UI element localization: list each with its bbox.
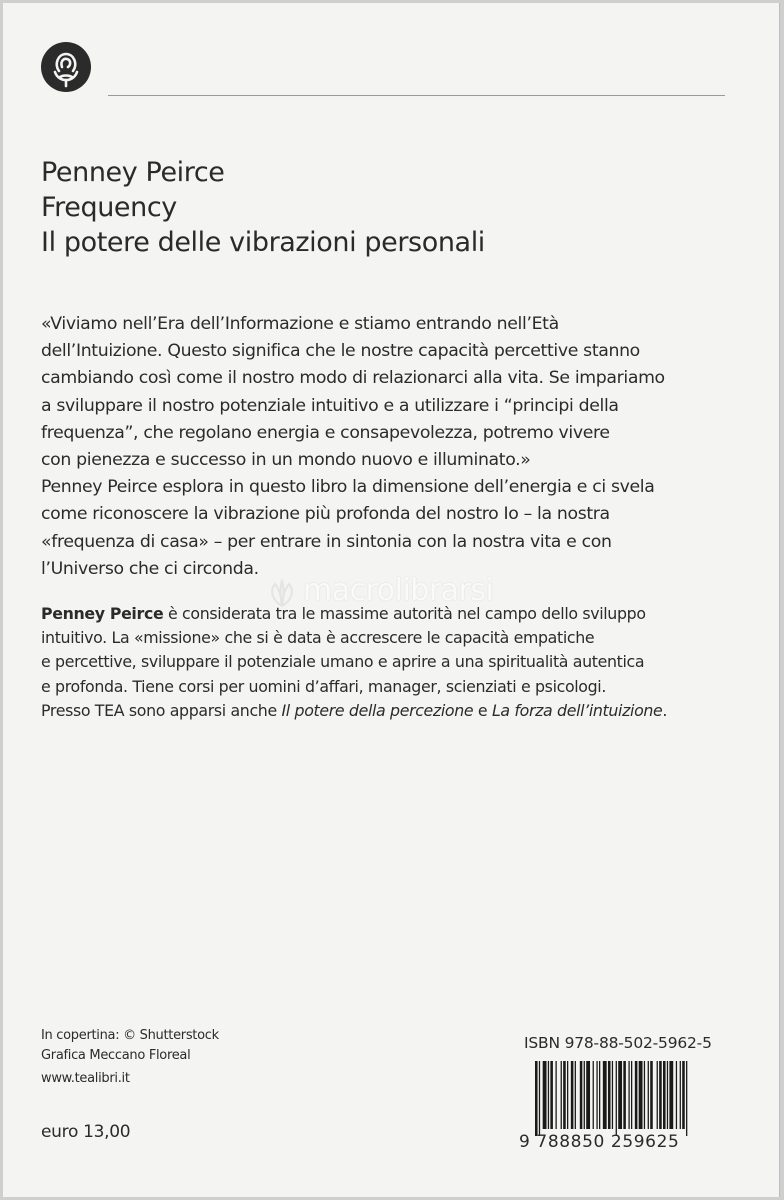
book-reference: Il potere della percezione	[281, 700, 474, 720]
bio-text: Presso TEA sono apparsi anche	[41, 700, 282, 720]
barcode-bar	[599, 1061, 600, 1129]
barcode-bar	[575, 1061, 576, 1129]
barcode-bar	[608, 1061, 611, 1129]
barcode-bar	[571, 1061, 574, 1129]
bio-line: intuitivo. La «missione» che si è data è accrescere le capacità empatiche	[41, 628, 595, 648]
blurb-line: con pienezza e successo in un mondo nuovo e illuminato.»	[41, 450, 531, 471]
barcode-bar	[561, 1061, 562, 1129]
price: euro 13,00	[41, 1122, 131, 1142]
bio-line-first	[41, 602, 741, 626]
barcode-bar	[686, 1061, 687, 1136]
barcode-bar	[669, 1061, 673, 1129]
barcode-bar	[657, 1061, 658, 1129]
barcode-bar	[586, 1061, 590, 1129]
barcode	[535, 1061, 726, 1136]
barcode-bar	[543, 1061, 547, 1129]
barcode-bar	[648, 1061, 649, 1129]
bio-line: e percettive, sviluppare il potenziale umano e aprire a una spiritualità autentica	[41, 652, 645, 672]
blurb-line: come riconoscere la vibrazione più profonda del nostro Io – la nostra	[41, 504, 610, 525]
barcode-bar	[563, 1061, 566, 1129]
header-rule	[108, 95, 725, 96]
barcode-bar	[548, 1061, 549, 1129]
credits	[41, 1026, 219, 1066]
barcode-number: 9 788850 259625	[519, 1132, 680, 1152]
barcode-bar	[676, 1061, 677, 1129]
blurb-line: frequenza”, che regolano energia e consapevolezza, potremo vivere	[41, 422, 610, 443]
rose-logo-icon	[40, 41, 92, 93]
blurb-line: dell’Intuizione. Questo significa che le nostre capacità percettive stanno	[41, 341, 640, 362]
bio-author-name: Penney Peirce	[41, 604, 164, 623]
book-subtitle: Il potere delle vibrazioni personali	[41, 227, 485, 258]
barcode-bar	[539, 1061, 540, 1136]
barcode-bar	[659, 1061, 662, 1129]
bio-line-last	[41, 699, 741, 723]
blurb-line: Penney Peirce esplora in questo libro la dimensione dell’energia e ci svela	[41, 477, 655, 498]
graphics-credit: Grafica Meccano Floreal	[41, 1048, 191, 1063]
bio-text: e	[473, 700, 492, 720]
back-cover	[3, 3, 780, 1197]
bio-text: è considerata tra le massime autorità nel campo dello sviluppo	[163, 604, 646, 623]
barcode-bar	[596, 1061, 597, 1129]
blurb-line: cambiando così come il nostro modo di relazionarci alla vita. Se impariamo	[41, 368, 665, 389]
barcode-bar	[567, 1061, 568, 1129]
author-bio	[41, 602, 741, 723]
barcode-bar	[535, 1061, 538, 1136]
barcode-bar	[682, 1061, 685, 1129]
author-name: Penney Peirce	[41, 157, 225, 188]
barcode-bar	[584, 1061, 585, 1129]
barcode-bar	[623, 1061, 626, 1129]
website-link[interactable]: www.tealibri.it	[41, 1071, 130, 1086]
barcode-bar	[644, 1061, 645, 1129]
blurb-line: l’Universo che ci circonda.	[41, 558, 259, 579]
bio-line: e profonda. Tiene corsi per uomini d’affari, manager, scienziati e psicologi.	[41, 676, 606, 696]
barcode-bar	[618, 1061, 622, 1129]
watermark-text: macrolibrarsi	[303, 573, 494, 608]
barcode-bar	[639, 1061, 643, 1129]
barcode-bar	[616, 1061, 617, 1136]
bio-text: .	[662, 700, 668, 720]
barcode-bar	[663, 1061, 666, 1129]
isbn: ISBN 978-88-502-5962-5	[524, 1034, 712, 1052]
cover-credit: In copertina: © Shutterstock	[41, 1028, 219, 1043]
barcode-bar	[550, 1061, 553, 1129]
barcode-bar	[631, 1061, 632, 1129]
barcode-bar	[580, 1061, 583, 1129]
book-title: Frequency	[41, 192, 177, 223]
barcode-bar	[603, 1061, 607, 1129]
barcode-bar	[650, 1061, 653, 1129]
blurb-text	[41, 311, 741, 583]
barcode-bar	[635, 1061, 638, 1129]
barcode-bar	[555, 1061, 556, 1129]
barcode-bar	[628, 1061, 629, 1129]
barcode-bar	[612, 1061, 613, 1129]
barcode-bar	[667, 1061, 668, 1129]
blurb-line: «Viviamo nell’Era dell’Informazione e stiamo entrando nell’Età	[41, 314, 559, 334]
title-block	[41, 155, 485, 260]
book-reference: La forza dell’intuizione	[491, 700, 663, 720]
barcode-bar	[593, 1061, 594, 1129]
blurb-line: «frequenza di casa» – per entrare in sintonia con la nostra vita e con	[41, 531, 612, 552]
barcode-bar	[680, 1061, 681, 1129]
blurb-line: a sviluppare il nostro potenziale intuitivo e a utilizzare i “principi della	[41, 395, 619, 416]
